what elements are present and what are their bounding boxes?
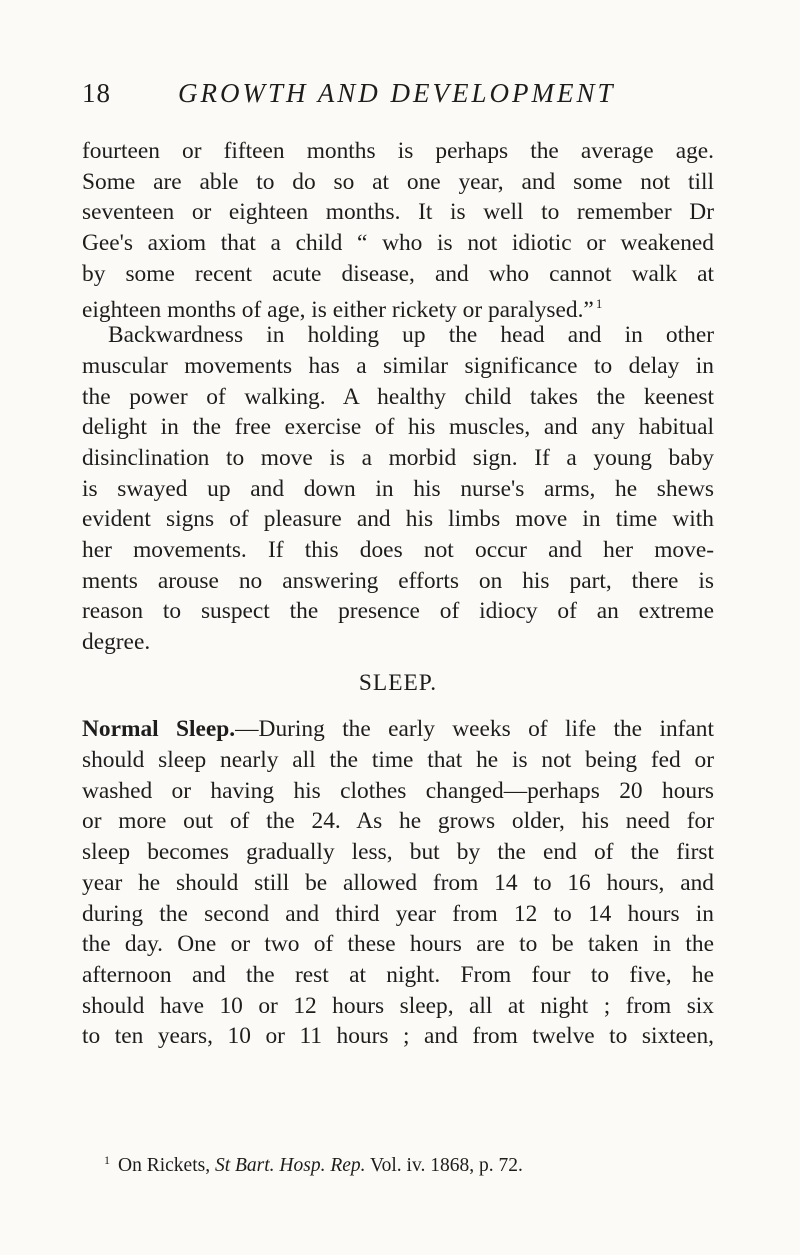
text-line: Gee's axiom that a child “ who is not idiotic or weakened xyxy=(82,230,714,257)
text-line: degree. xyxy=(82,629,151,655)
text-line xyxy=(82,714,714,745)
text-line: Some are able to do so at one year, and some not till xyxy=(82,168,714,195)
text-line: year he should still be allowed from 14 to 16 hours, and xyxy=(82,869,714,896)
body-text xyxy=(82,136,714,1052)
text-line: ments arouse no answering efforts on his part, there is xyxy=(82,567,714,594)
text-line: the day. One or two of these hours are to be taken in the xyxy=(82,931,714,958)
running-title: GROWTH AND DEVELOPMENT xyxy=(178,78,616,108)
text-line: her movements. If this does not occur and her move- xyxy=(82,536,714,563)
text-line: seventeen or eighteen months. It is well to remember Dr xyxy=(82,199,714,226)
text-line: or more out of the 24. As he grows older, his need for xyxy=(82,808,714,835)
text-line: fourteen or fifteen months is perhaps the average age. xyxy=(82,138,714,164)
text-line xyxy=(82,289,714,324)
running-head xyxy=(82,78,714,118)
text-line: is swayed up and down in his nurse's arms, he shews xyxy=(82,475,714,502)
text-line: by some recent acute disease, and who cannot walk at xyxy=(82,260,714,287)
text-line: muscular movements has a similar significance to delay in xyxy=(82,352,714,379)
footnote-mark: 1 xyxy=(104,1153,110,1167)
text-line: sleep becomes gradually less, but by the end of the first xyxy=(82,839,714,866)
footnote-reference[interactable]: 1 xyxy=(595,296,603,312)
text-line: evident signs of pleasure and his limbs move in time with xyxy=(82,506,714,533)
page-number: 18 xyxy=(82,78,111,108)
text-line: washed or having his clothes changed—perhaps 20 hours xyxy=(82,777,714,804)
text-line-content: —During the early weeks of life the infant xyxy=(235,716,715,743)
footnote-text-end: Vol. iv. 1868, p. 72. xyxy=(365,1155,523,1176)
footnote-text: On Rickets, xyxy=(118,1155,215,1176)
section-heading: SLEEP. xyxy=(358,669,438,696)
text-line: delight in the free exercise of his muscles, and any habitual xyxy=(82,414,714,441)
text-line: to ten years, 10 or 11 hours ; and from twelve to sixteen, xyxy=(82,1023,714,1050)
text-line: reason to suspect the presence of idiocy of an extreme xyxy=(82,598,714,625)
run-in-heading: Normal Sleep. xyxy=(82,716,236,743)
text-line: the power of walking. A healthy child takes the keenest xyxy=(82,383,714,410)
text-line: Backwardness in holding up the head and in other xyxy=(108,322,714,349)
text-line-content: eighteen months of age, is either rickety or paralysed.” xyxy=(82,297,594,324)
text-line: during the second and third year from 12 to 14 hours in xyxy=(82,900,714,927)
text-line: disinclination to move is a morbid sign. If a young baby xyxy=(82,444,714,471)
text-line: should have 10 or 12 hours sleep, all at night ; from six xyxy=(82,992,714,1019)
footnote-source: St Bart. Hosp. Rep. xyxy=(214,1155,366,1176)
text-line: afternoon and the rest at night. From four to five, he xyxy=(82,961,714,988)
footnote xyxy=(104,1153,523,1177)
text-line: should sleep nearly all the time that he is not being fed or xyxy=(82,747,714,774)
